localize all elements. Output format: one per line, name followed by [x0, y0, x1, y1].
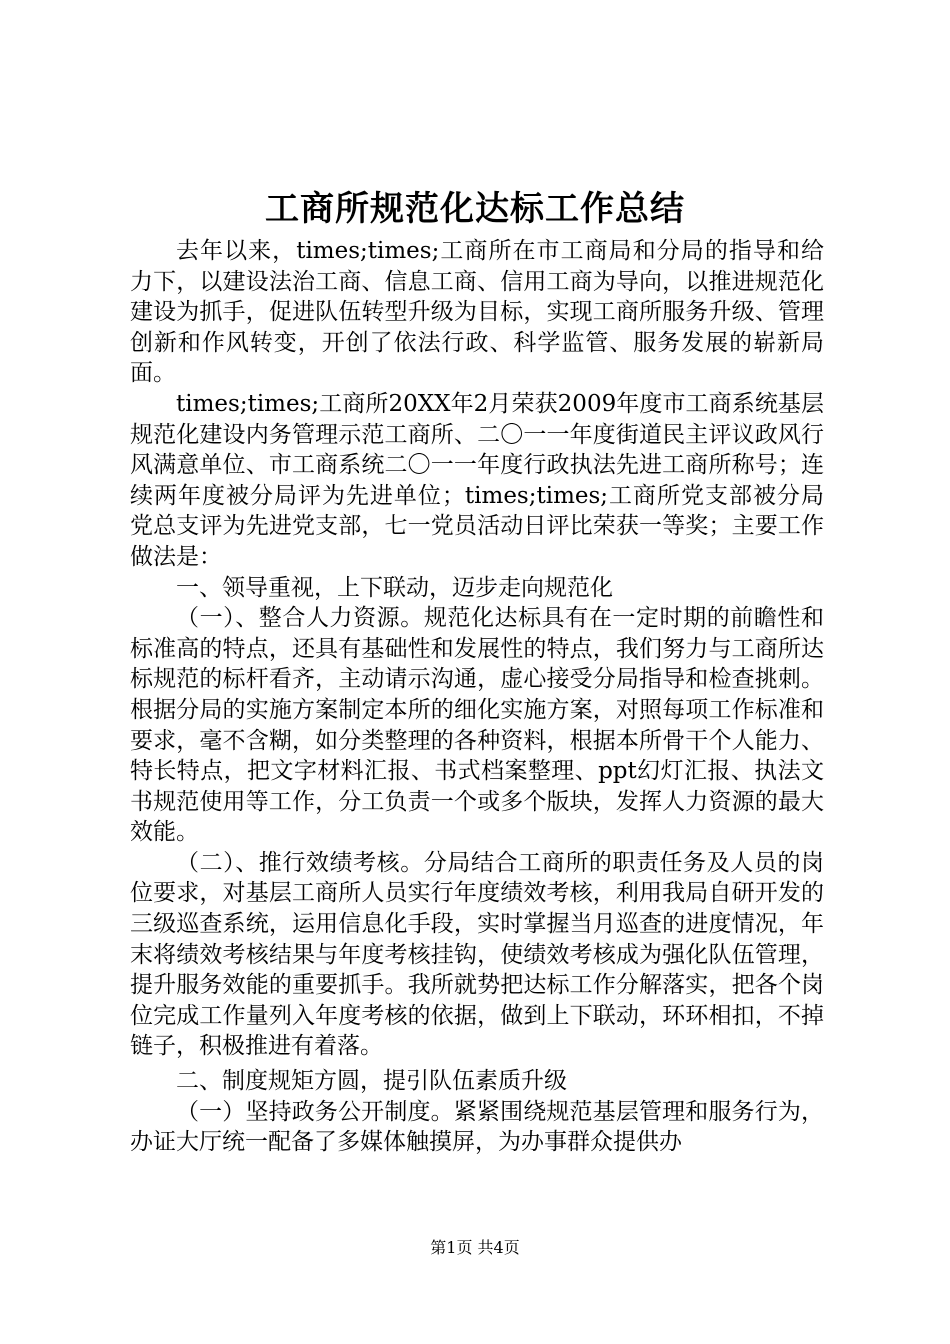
paragraph-section-1-1: （一）、整合人力资源。规范化达标具有在一定时期的前瞻性和标准高的特点，还具有基础性和发展性的特点，我们努力与工商所达标规范的标杆看齐，主动请示沟通，虚心接受分局指导和检查挑刺。根据分局的实施方案制定本所的细化实施方案，对照每项工作标准和要求，毫不含糊，如分类整理的各种资料，根据本所骨干个人能力、特长特点，把文字材料汇报、书式档案整理、ppt幻灯汇报、执法文书规范使用等工作，分工负责一个或多个版块，发挥人力资源的最大效能。 — [130, 605, 824, 846]
section-heading-1: 一、领导重视，上下联动，迈步走向规范化 — [176, 574, 613, 601]
paragraph-section-1-2: （二）、推行效绩考核。分局结合工商所的职责任务及人员的岗位要求，对基层工商所人员实行年度绩效考核，利用我局自研开发的三级巡查系统，运用信息化手段，实时掌握当月巡查的进度情况，年末将绩效考核结果与年度考核挂钩，使绩效考核成为强化队伍管理，提升服务效能的重要抓手。我所就势把达标工作分解落实，把各个岗位完成工作量列入年度考核的依据，做到上下联动，环环相扣，不掉链子，积极推进有着落。 — [130, 849, 824, 1060]
section-heading-2: 二、制度规矩方圆，提引队伍素质升级 — [176, 1068, 567, 1095]
paragraph-intro: 去年以来，times;times;工商所在市工商局和分局的指导和给力下，以建设法治工商、信息工商、信用工商为导向，以推进规范化建设为抓手，促进队伍转型升级为目标，实现工商所服务升级、管理创新和作风转变，开创了依法行政、科学监管、服务发展的崭新局面。 — [130, 238, 824, 387]
paragraph-honors: times;times;工商所20XX年2月荣获2009年度市工商系统基层规范化建设内务管理示范工商所、二〇一一年度街道民主评议政风行风满意单位、市工商系统二〇一一年度行政执法先进工商所称号；连续两年度被分局评为先进单位；times;times;工商所党支部被分局党总支评为先进党支部，七一党员活动日评比荣获一等奖；主要工作做法是： — [130, 390, 824, 570]
paragraph-section-2-1: （一）坚持政务公开制度。紧紧围绕规范基层管理和服务行为，办证大厅统一配备了多媒体触摸屏，为办事群众提供办 — [130, 1098, 824, 1156]
document-title: 工商所规范化达标工作总结 — [265, 189, 685, 229]
page-number-footer: 第1页 共4页 — [430, 1238, 520, 1257]
document-body — [130, 236, 824, 1158]
